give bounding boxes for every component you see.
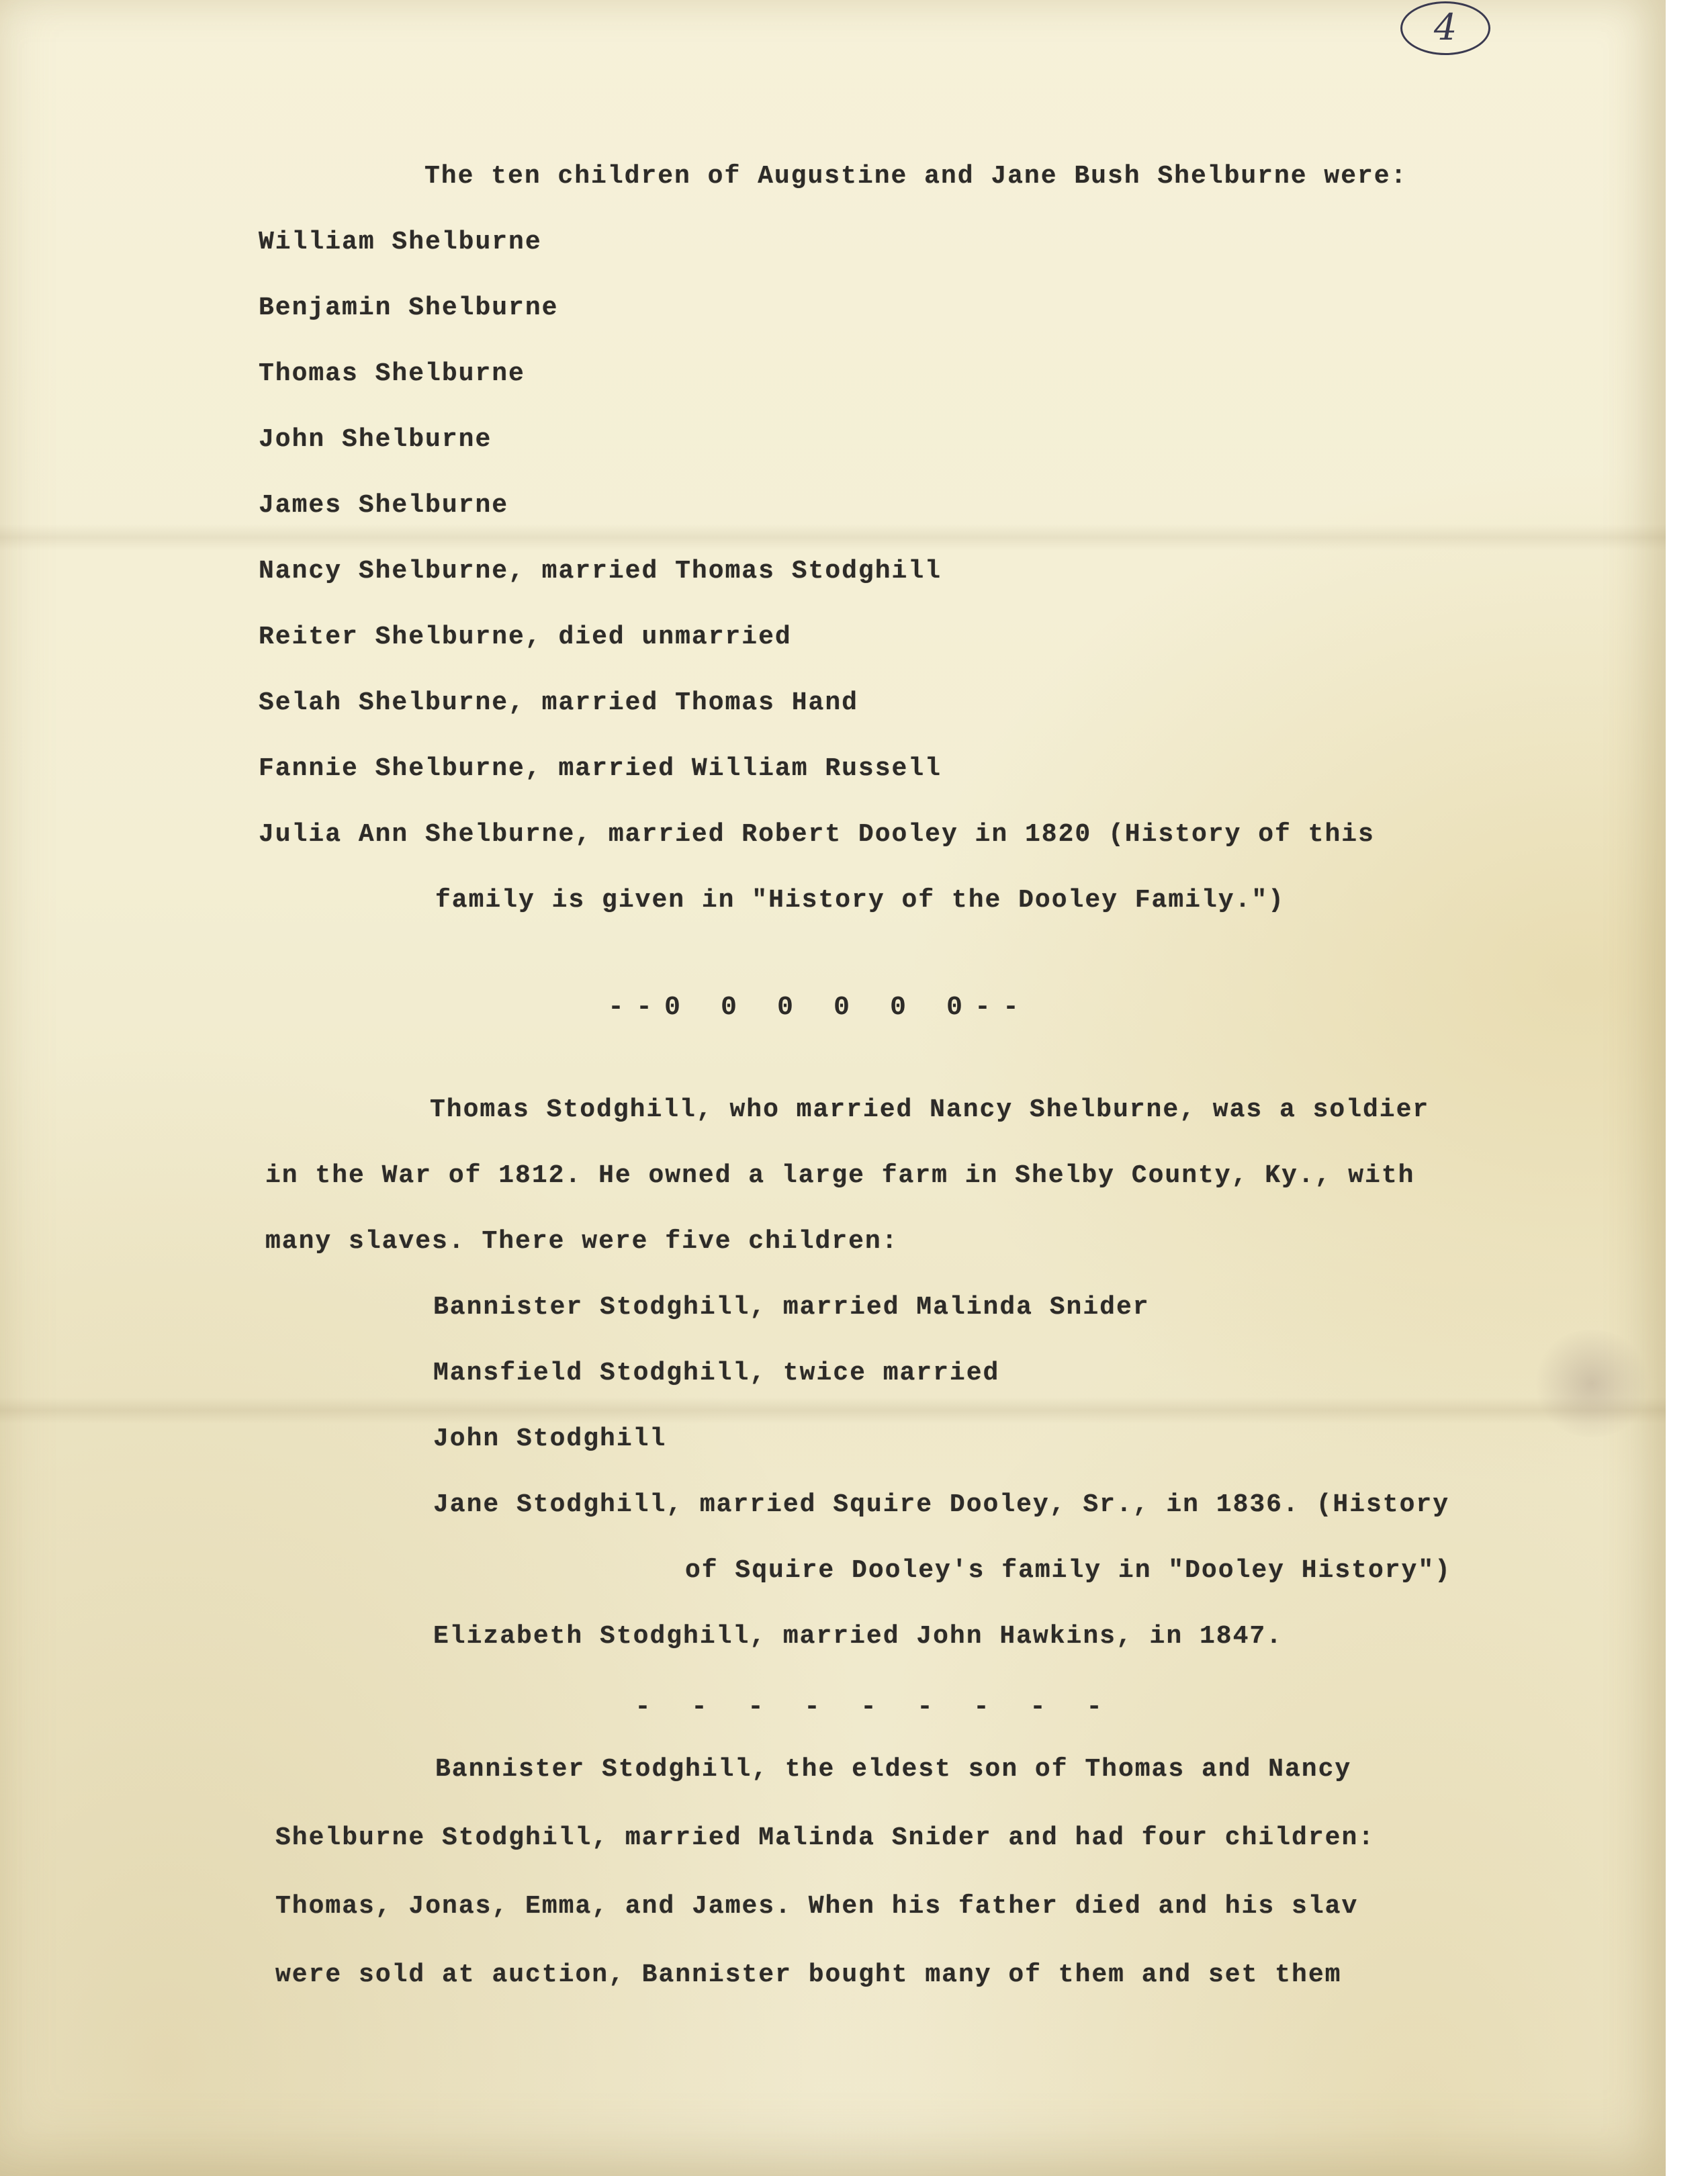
paragraph-line: Bannister Stodghill, the eldest son of Thomas and Nancy — [435, 1755, 1352, 1784]
page-number: 4 — [1400, 1, 1490, 55]
paragraph-line: Thomas, Jonas, Emma, and James. When his father died and his slav — [275, 1892, 1359, 1921]
child-item: Selah Shelburne, married Thomas Hand — [259, 688, 858, 717]
child-item: Thomas Shelburne — [259, 359, 525, 388]
child-item: Benjamin Shelburne — [259, 293, 559, 322]
child-item: Fannie Shelburne, married William Russell — [259, 754, 942, 783]
stodghill-child-item: Jane Stodghill, married Squire Dooley, Sr., in 1836. (History — [433, 1490, 1450, 1519]
child-item: Nancy Shelburne, married Thomas Stodghill — [259, 557, 942, 586]
section-separator: --0 0 0 0 0 0-- — [608, 993, 1032, 1023]
paragraph-line: in the War of 1812. He owned a large farm in Shelby County, Ky., with — [265, 1161, 1415, 1190]
child-item: Julia Ann Shelburne, married Robert Dooley in 1820 (History of this — [259, 820, 1375, 849]
child-item: William Shelburne — [259, 228, 542, 257]
stodghill-child-item: John Stodghill — [433, 1424, 667, 1453]
child-item-continuation: family is given in "History of the Dooley Family.") — [435, 886, 1285, 915]
paper-fold — [0, 1397, 1666, 1424]
paper-stain — [1531, 1330, 1652, 1437]
paragraph-line: many slaves. There were five children: — [265, 1227, 899, 1256]
child-item: John Shelburne — [259, 425, 492, 454]
paragraph-line: were sold at auction, Bannister bought many of them and set them — [275, 1960, 1342, 1989]
stodghill-child-item: Bannister Stodghill, married Malinda Snider — [433, 1293, 1150, 1322]
stodghill-child-item: Elizabeth Stodghill, married John Hawkins, in 1847. — [433, 1622, 1283, 1651]
paragraph-line: Thomas Stodghill, who married Nancy Shelburne, was a soldier — [430, 1095, 1430, 1124]
stodghill-child-item-continuation: of Squire Dooley's family in "Dooley History") — [685, 1556, 1451, 1585]
section-separator: - - - - - - - - - — [635, 1692, 1115, 1723]
child-item: James Shelburne — [259, 491, 509, 520]
paper-fold — [0, 524, 1666, 551]
paragraph-line: Shelburne Stodghill, married Malinda Snider and had four children: — [275, 1823, 1376, 1852]
intro-line: The ten children of Augustine and Jane Bush Shelburne were: — [424, 162, 1408, 191]
child-item: Reiter Shelburne, died unmarried — [259, 623, 792, 651]
stodghill-child-item: Mansfield Stodghill, twice married — [433, 1359, 1000, 1388]
